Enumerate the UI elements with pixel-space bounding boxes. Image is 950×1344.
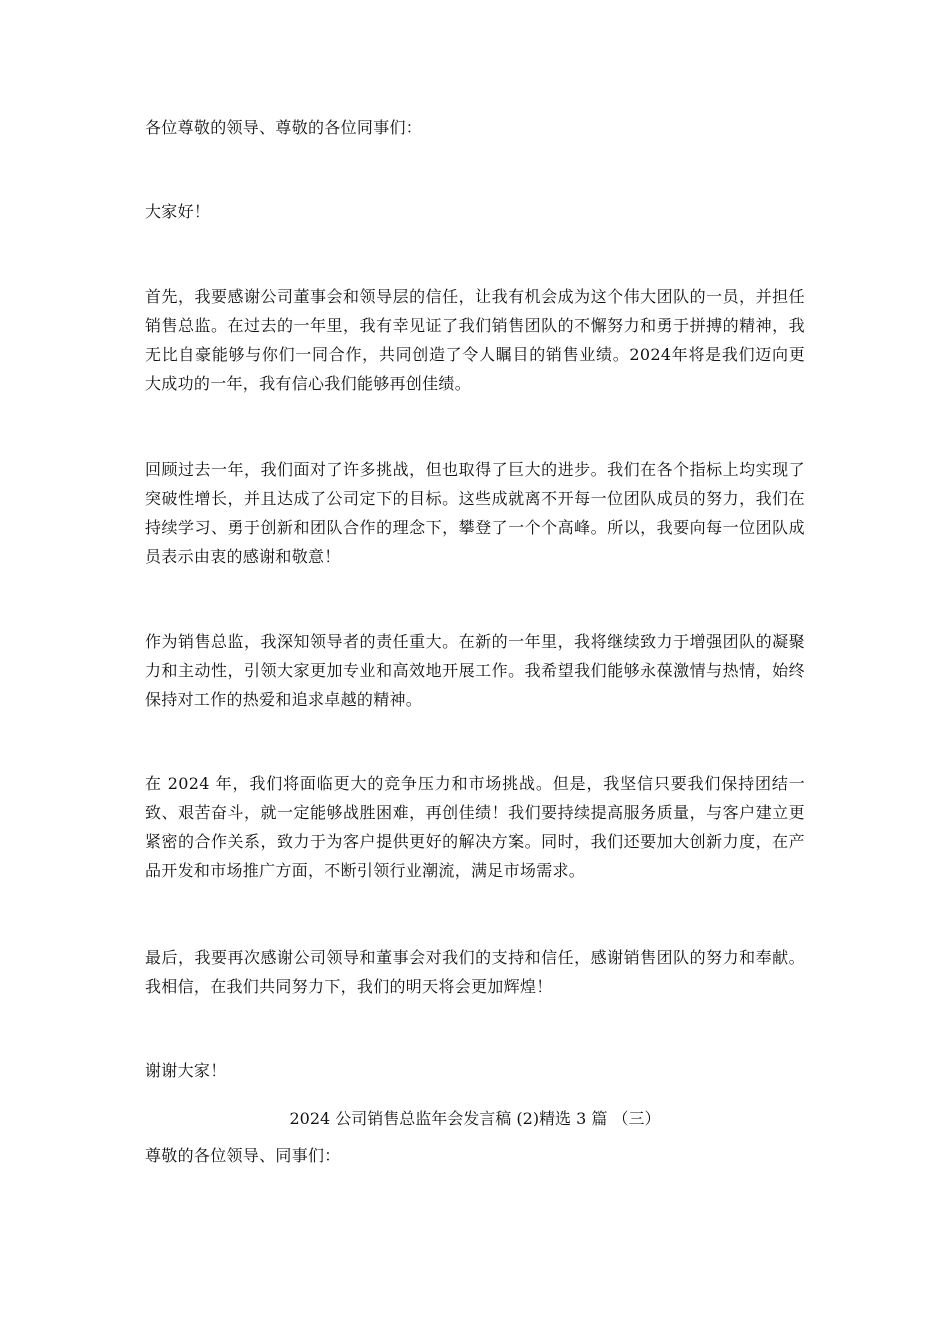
paragraph-4: 在 2024 年，我们将面临更大的竞争压力和市场挑战。但是，我坚信只要我们保持团结一致、艰苦奋斗，就一定能够战胜困难，再创佳绩！我们要持续提高服务质量，与客户建立更紧密的合作关系，致力于为客户提供更好的解决方案。同时，我们还要加大创新力度，在产品开发和市场推广方面，不断引领行业潮流，满足市场需求。 (145, 774, 805, 880)
paragraph-2: 回顾过去一年，我们面对了许多挑战，但也取得了巨大的进步。我们在各个指标上均实现了突破性增长，并且达成了公司定下的目标。这些成就离不开每一位团队成员的努力，我们在持续学习、勇于创新和团队合作的理念下，攀登了一个个高峰。所以，我要向每一位团队成员表示由衷的感谢和敬意！ (145, 460, 805, 566)
greeting: 大家好！ (145, 202, 211, 221)
next-salutation: 尊敬的各位领导、同事们： (145, 1146, 341, 1165)
paragraph-1: 首先，我要感谢公司董事会和领导层的信任，让我有机会成为这个伟大团队的一员，并担任销售总监。在过去的一年里，我有幸见证了我们销售团队的不懈努力和勇于拼搏的精神，我无比自豪能够与你们一同合作，共同创造了令人瞩目的销售业绩。2024年将是我们迈向更大成功的一年，我有信心我们能够再创佳绩。 (145, 287, 805, 393)
closing: 谢谢大家！ (145, 1061, 227, 1080)
paragraph-5: 最后，我要再次感谢公司领导和董事会对我们的支持和信任，感谢销售团队的努力和奉献。我相信，在我们共同努力下，我们的明天将会更加辉煌！ (145, 948, 805, 996)
salutation: 各位尊敬的领导、尊敬的各位同事们： (145, 118, 423, 137)
paragraph-3: 作为销售总监，我深知领导者的责任重大。在新的一年里，我将继续致力于增强团队的凝聚力和主动性，引领大家更加专业和高效地开展工作。我希望我们能够永葆激情与热情，始终保持对工作的热爱和追求卓越的精神。 (145, 632, 805, 709)
section-title: 2024 公司销售总监年会发言稿 (2)精选 3 篇 （三） (289, 1109, 661, 1128)
